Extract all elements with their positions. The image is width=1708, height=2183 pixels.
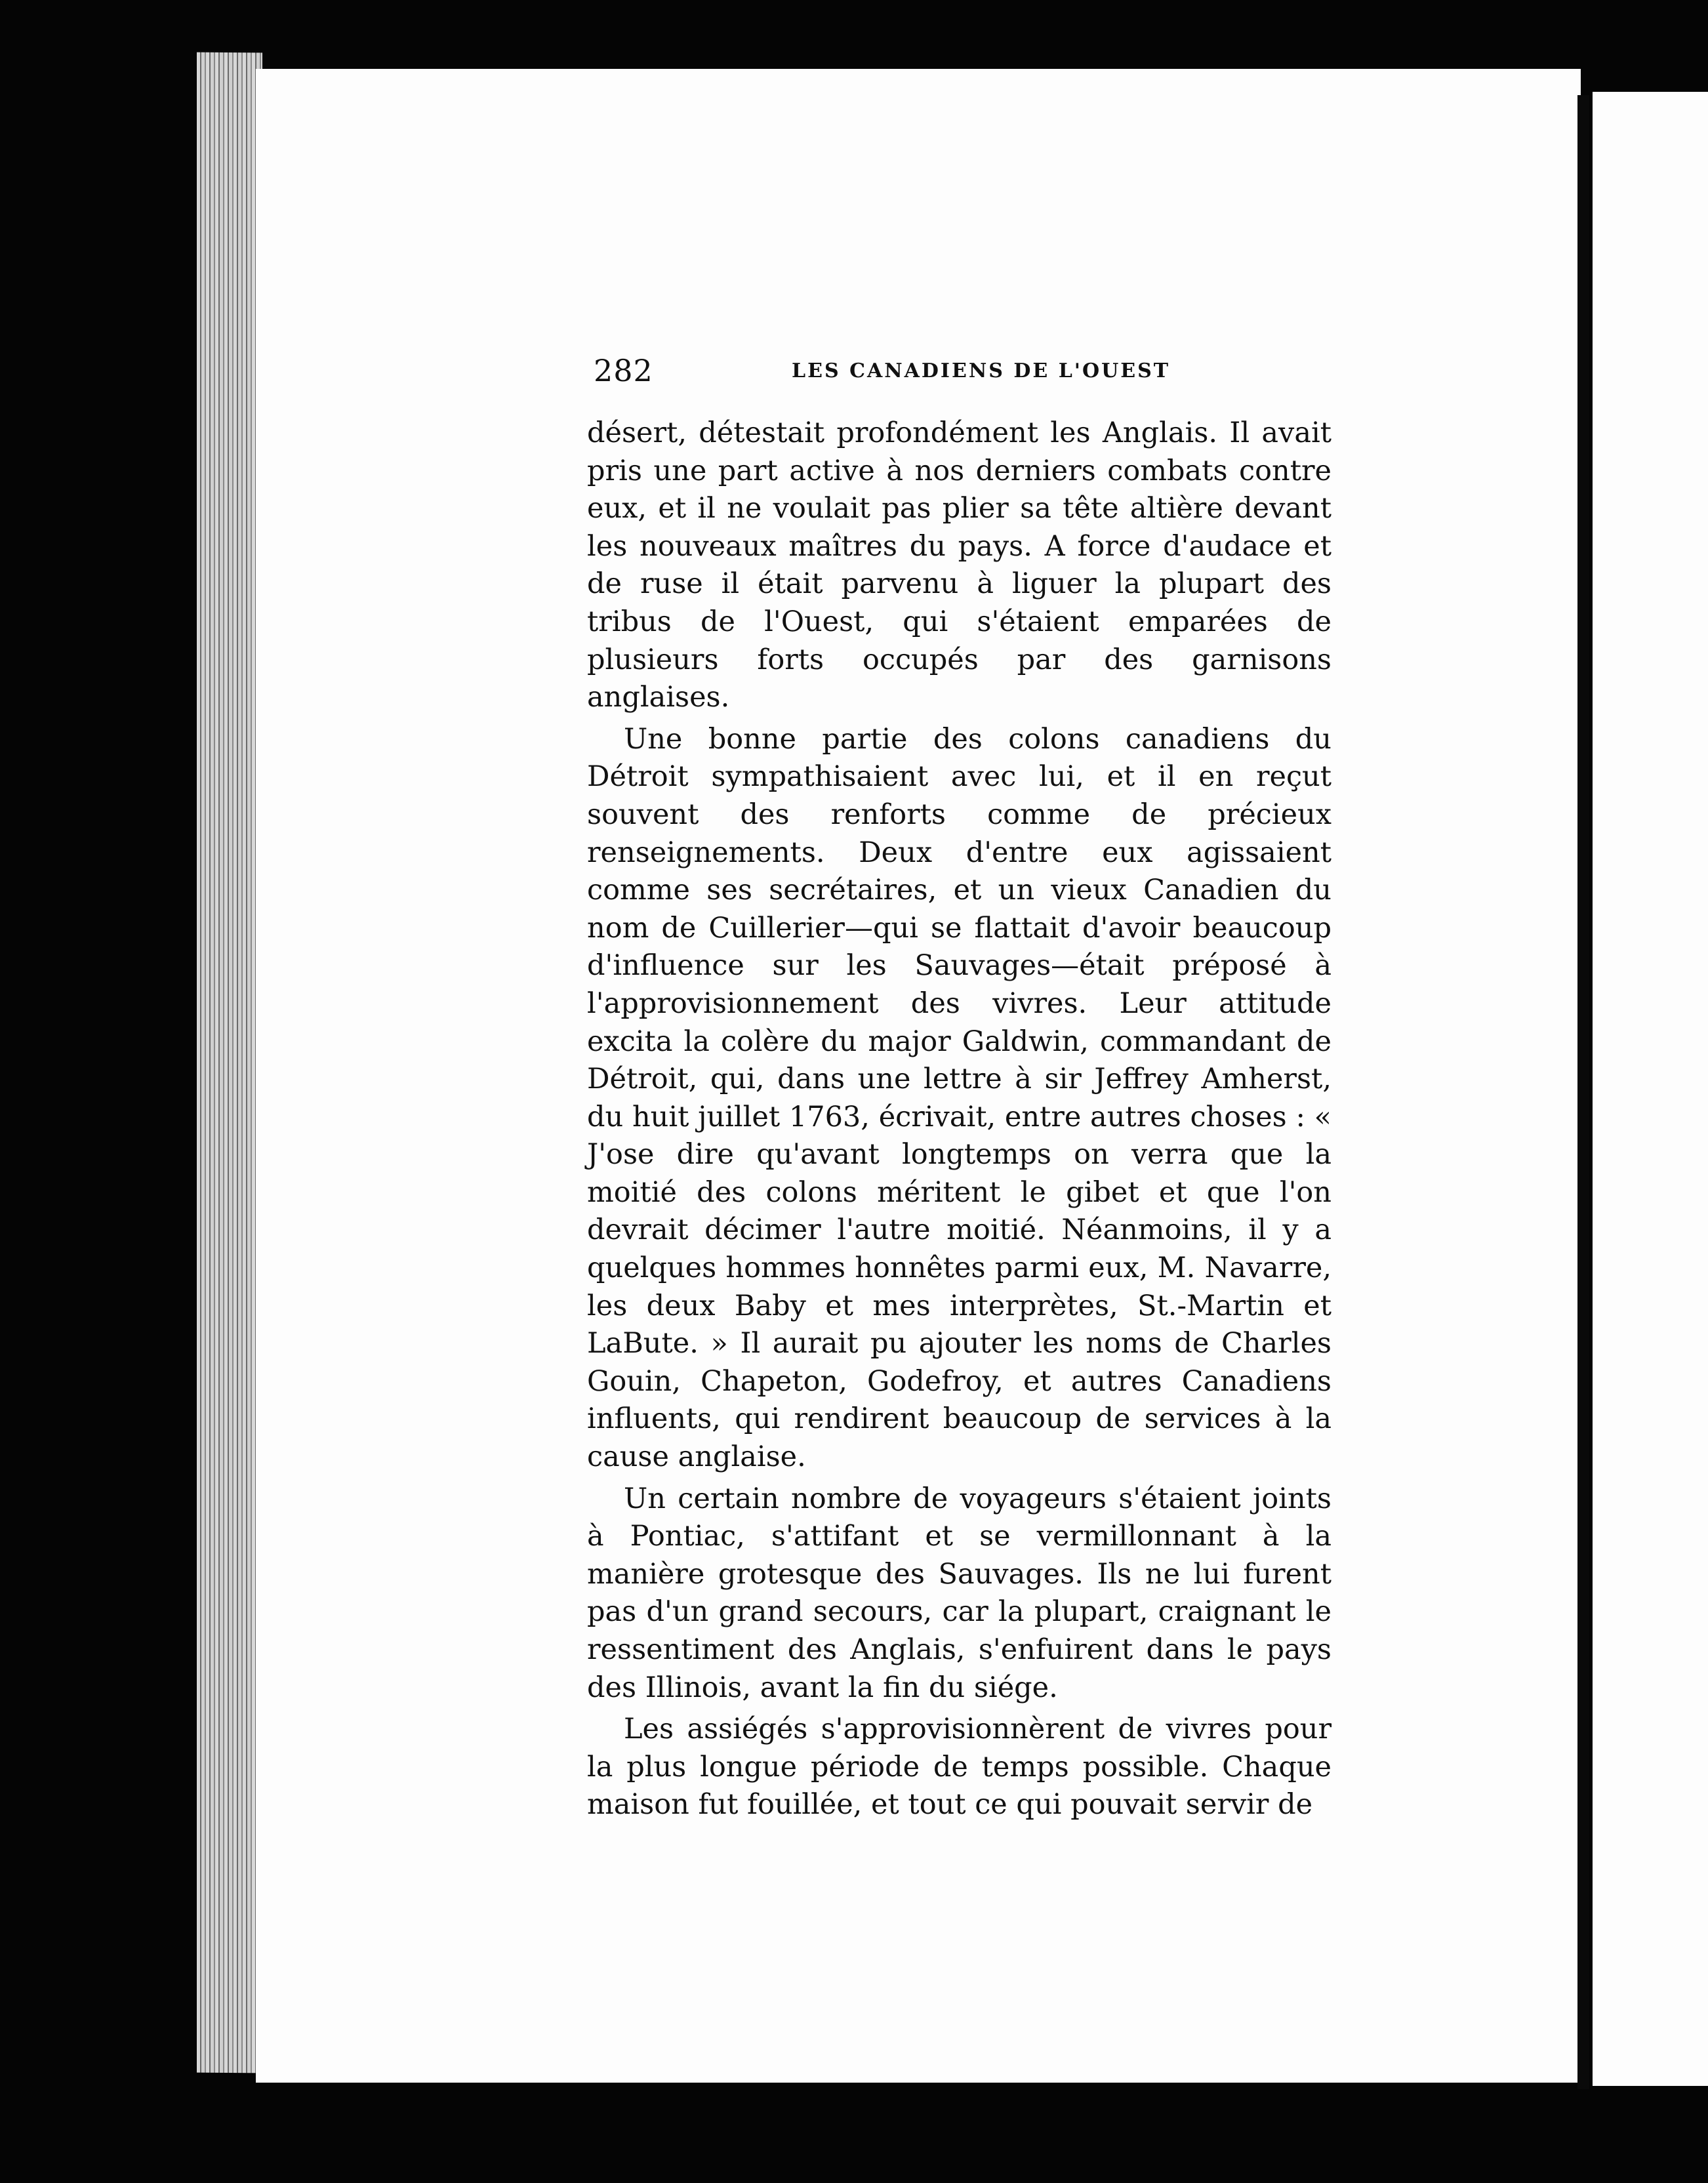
paragraph: Un certain nombre de voyageurs s'étaient joints à Pontiac, s'attifant et se vermillonnant à la manière grotesque des Sauvages. Ils ne lui furent pas d'un grand secours, car la plupart, craignant le ressentiment des Anglais, s'enfuirent dans le pays des Illinois, avant la fin du siége. [587, 1482, 1332, 1704]
page-gutter [1577, 95, 1589, 2089]
paragraph: désert, détestait profondément les Anglais. Il avait pris une part active à nos derniers combats contre eux, et il ne voulait pas plier sa tête altière devant les nouveaux maîtres du pays. A force d'audace et de ruse il était parvenu à liguer la plupart des tribus de l'Ouest, qui s'étaient emparées de plusieurs forts occupés par des garnisons anglaises. [587, 417, 1332, 714]
page-number: 282 [594, 353, 653, 388]
body-text [587, 415, 1332, 1824]
facing-page-edge [1593, 92, 1708, 2086]
running-title: LES CANADIENS DE L'OUEST [792, 359, 1171, 382]
paragraph: Les assiégés s'approvisionnèrent de vivres pour la plus longue période de temps possible. Chaque maison fut fouillée, et tout ce qui pouvait servir de [587, 1713, 1332, 1822]
paragraph: Une bonne partie des colons canadiens du Détroit sympathisaient avec lui, et il en reçut souvent des renforts comme de précieux renseignements. Deux d'entre eux agissaient comme ses secrétaires, et un vieux Canadien du nom de Cuillerier—qui se flattait d'avoir beaucoup d'influence sur les Sauvages—était préposé à l'approvisionnement des vivres. Leur attitude excita la colère du major Galdwin, commandant de Détroit, qui, dans une lettre à sir Jeffrey Amherst, du huit juillet 1763, écrivait, entre autres choses : « J'ose dire qu'avant longtemps on verra que la moitié des colons méritent le gibet et que l'on devrait décimer l'autre moitié. Néanmoins, il y a quelques hommes honnêtes parmi eux, M. Navarre, les deux Baby et mes interprètes, St.-Martin et LaBute. » Il aurait pu ajouter les noms de Charles Gouin, Chapeton, Godefroy, et autres Canadiens influents, qui rendirent beaucoup de services à la cause anglaise. [587, 722, 1332, 1474]
running-head [594, 353, 1361, 405]
book-page-edges [197, 52, 262, 2073]
